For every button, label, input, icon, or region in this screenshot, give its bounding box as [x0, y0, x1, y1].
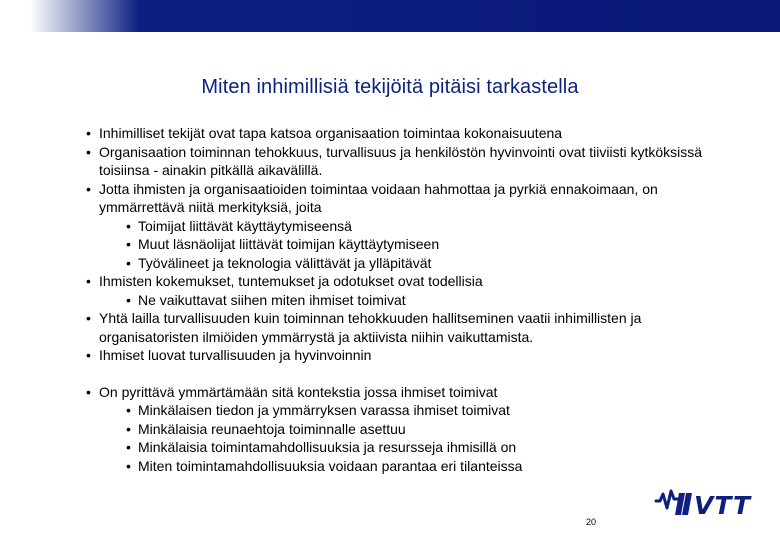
sub-bullet-item: • Minkälaisia reunaehtoja toiminnalle asettuu: [126, 420, 726, 439]
page-number: 20: [586, 517, 597, 527]
bullet-item: • Ihmisten kokemukset, tuntemukset ja odotukset ovat todellisia: [86, 272, 726, 291]
bullet-item: • Jotta ihmisten ja organisaatioiden toimintaa voidaan hahmottaa ja pyrkiä ennakoimaan, on ymmärrettävä niitä merkityksiä, joita: [86, 180, 726, 217]
svg-text:VTT: VTT: [694, 491, 752, 517]
bullet-item: • On pyrittävä ymmärtämään sitä kontekstia jossa ihmiset toimivat: [86, 383, 726, 402]
header-bar: [0, 0, 780, 32]
slide-title: Miten inhimillisiä tekijöitä pitäisi tarkastella: [201, 76, 579, 98]
sub-bullet-item: • Toimijat liittävät käyttäytymiseensä: [126, 217, 726, 236]
vtt-logo: [654, 487, 764, 517]
bullet-item: • Yhtä lailla turvallisuuden kuin toiminnan tehokkuuden hallitseminen vaatii inhimillisten ja organisatoristen ilmiöiden ymmärrystä ja aktiivista niihin vaikuttamista.: [86, 309, 726, 346]
vtt-logo-icon: [654, 487, 764, 517]
sub-bullet-item: • Työvälineet ja teknologia välittävät ja ylläpitävät: [126, 254, 726, 273]
bullet-item: • Ihmiset luovat turvallisuuden ja hyvinvoinnin: [86, 346, 726, 365]
bullet-item: • Organisaation toiminnan tehokkuus, turvallisuus ja henkilöstön hyvinvointi ovat tiiviisti kytköksissä toisiinsa - ainakin pitkällä aikavälillä.: [86, 143, 726, 180]
sub-bullet-item: • Minkälaisen tiedon ja ymmärryksen varassa ihmiset toimivat: [126, 401, 726, 420]
bullet-gap: [86, 365, 726, 383]
sub-bullet-item: • Minkälaisia toimintamahdollisuuksia ja resursseja ihmisillä on: [126, 438, 726, 457]
bullet-list: [86, 124, 726, 475]
bullet-item: • Inhimilliset tekijät ovat tapa katsoa organisaation toimintaa kokonaisuutena: [86, 124, 726, 143]
sub-bullet-item: • Ne vaikuttavat siihen miten ihmiset toimivat: [126, 291, 726, 310]
sub-bullet-item: • Miten toimintamahdollisuuksia voidaan parantaa eri tilanteissa: [126, 457, 726, 476]
sub-bullet-item: • Muut läsnäolijat liittävät toimijan käyttäytymiseen: [126, 235, 726, 254]
